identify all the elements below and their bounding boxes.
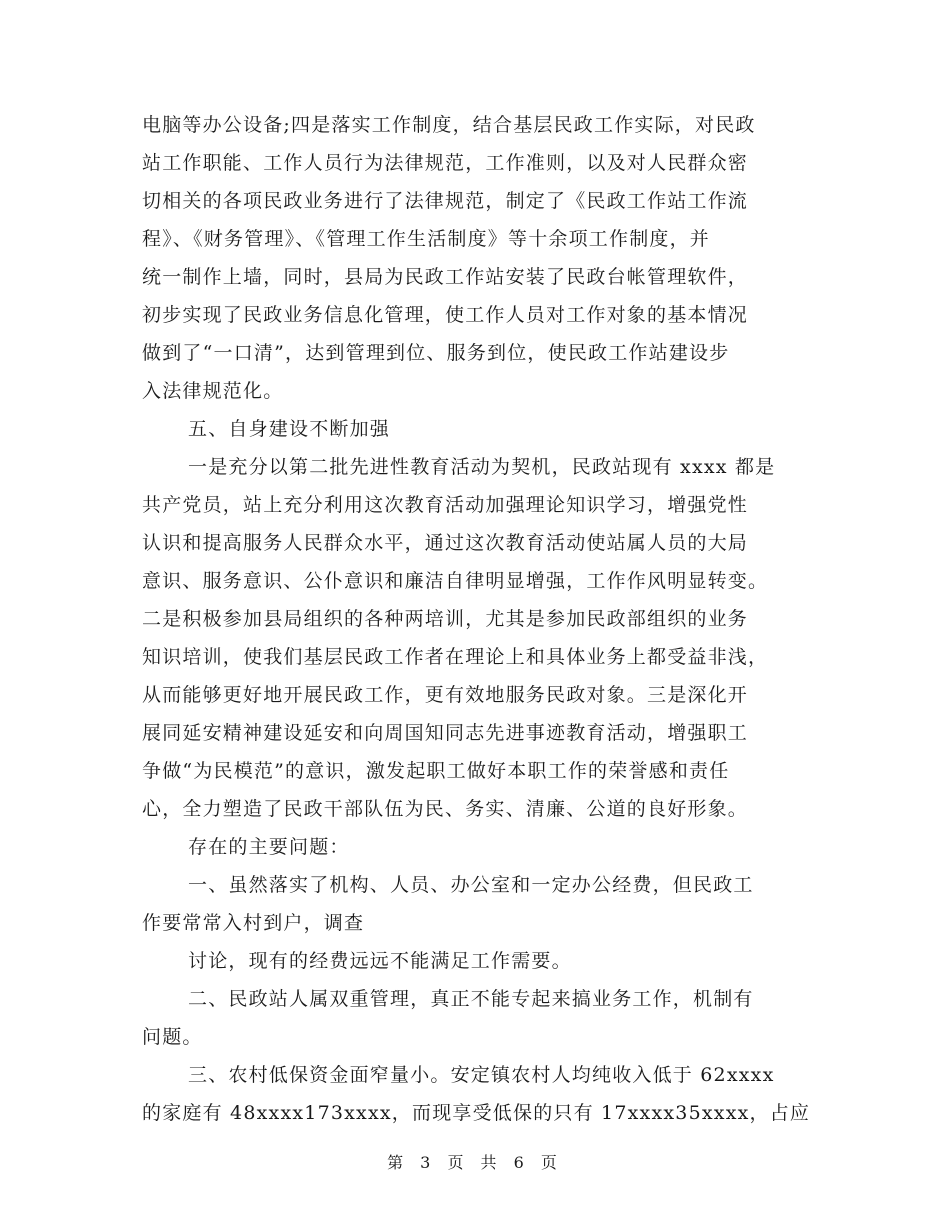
text-line: 站工作职能、工作人员行为法律规范，工作准则，以及对人民群众密 [142,152,749,174]
text-line: 展同延安精神建设延安和向周国知同志先进事迹教育活动，增强职工 [142,722,749,744]
text-line: 做到了“一口清”，达到管理到位、服务到位，使民政工作站建设步 [142,342,730,364]
text-line: 心，全力塑造了民政干部队伍为民、务实、清廉、公道的良好形象。 [142,798,749,820]
text-line: 五、自身建设不断加强 [188,418,391,440]
document-body [142,106,811,1132]
text-line: 统一制作上墙，同时，县局为民政工作站安装了民政台帐管理软件， [142,266,749,288]
text-line: 一是充分以第二批先进性教育活动为契机，民政站现有 xxxx 都是 [188,456,776,478]
text-line: 从而能够更好地开展民政工作，更有效地服务民政对象。三是深化开 [142,684,749,706]
text-line: 电脑等办公设备;四是落实工作制度，结合基层民政工作实际，对民政 [142,114,756,136]
text-line: 二、民政站人属双重管理，真正不能专起来搞业务工作，机制有 [188,988,754,1010]
page-footer: 第 3 页 共 6 页 [387,1153,563,1172]
text-line: 知识培训，使我们基层民政工作者在理论上和具体业务上都受益非浅， [142,646,769,668]
text-line: 三、农村低保资金面窄量小。安定镇农村人均纯收入低于 62xxxx [188,1064,775,1086]
text-line: 二是积极参加县局组织的各种两培训，尤其是参加民政部组织的业务 [142,608,749,630]
text-line: 问题。 [142,1026,203,1048]
text-line: 存在的主要问题： [188,836,350,858]
text-line: 的家庭有 48xxxx173xxxx，而现享受低保的只有 17xxxx35xxxx，占应 [142,1102,811,1124]
text-line: 切相关的各项民政业务进行了法律规范，制定了《民政工作站工作流 [142,190,749,212]
text-line: 程》、《财务管理》、《管理工作生活制度》等十余项工作制度，并 [142,228,711,250]
text-line: 争做“为民模范”的意识，激发起职工做好本职工作的荣誉感和责任 [142,760,730,782]
text-line: 入法律规范化。 [142,380,284,402]
text-line: 共产党员，站上充分利用这次教育活动加强理论知识学习，增强党性 [142,494,749,516]
text-line: 讨论，现有的经费远远不能满足工作需要。 [188,950,572,972]
text-line: 一、虽然落实了机构、人员、办公室和一定办公经费，但民政工 [188,874,754,896]
text-line: 认识和提高服务人民群众水平，通过这次教育活动使站属人员的大局 [142,532,749,554]
text-line: 意识、服务意识、公仆意识和廉洁自律明显增强，工作作风明显转变。 [142,570,769,592]
text-line: 作要常常入村到户，调查 [142,912,365,934]
text-line: 初步实现了民政业务信息化管理，使工作人员对工作对象的基本情况 [142,304,749,326]
